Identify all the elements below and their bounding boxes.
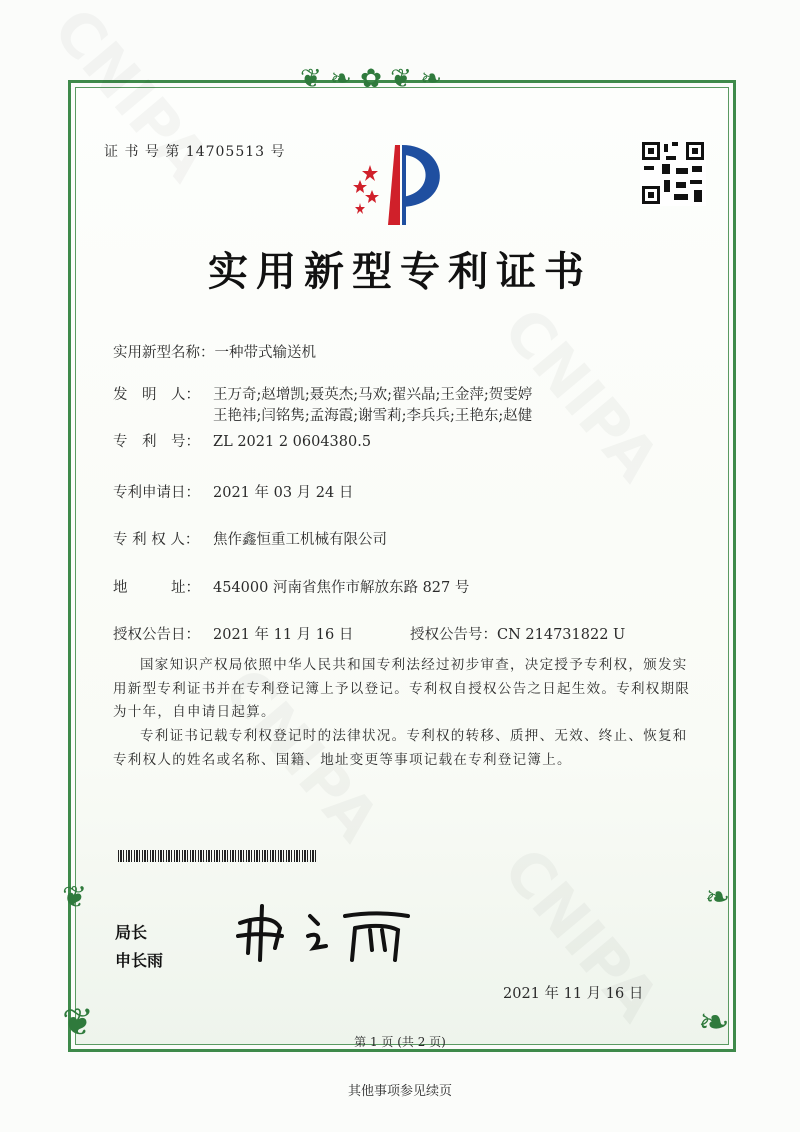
field-label: 专 利 权 人： <box>113 532 200 548</box>
corner-ornament-icon: ❧ <box>698 1000 730 1044</box>
field-label: 专 利 号： <box>113 434 200 450</box>
side-ornament-icon: ❧ <box>705 880 731 915</box>
page-indicator: 第 1 页 (共 2 页) <box>354 1035 446 1049</box>
field-value: 2021 年 11 月 16 日 <box>213 627 354 643</box>
signature-image <box>230 898 415 968</box>
field-value: 焦作鑫恒重工机械有限公司 <box>213 532 387 548</box>
corner-ornament-icon: ❦ <box>62 1000 94 1044</box>
top-ornament-icon: ❦ ❧ ✿ ❦ ❧ <box>300 64 442 94</box>
field-value: CN 214731822 U <box>497 627 626 643</box>
field-utility-model-name <box>113 341 316 362</box>
field-label: 地 址： <box>113 580 200 596</box>
paragraph-legal-status: 专利证书记载专利权登记时的法律状况。专利权的转移、质押、无效、终止、恢复和专利权人的姓名或名称、国籍、地址变更等事项记载在专利登记簿上。 <box>113 728 688 768</box>
paragraph-grant-statement: 国家知识产权局依照中华人民共和国专利法经过初步审查，决定授予专利权，颁发实用新型专利证书并在专利登记簿上予以登记。专利权自授权公告之日起生效。专利权期限为十年，自申请日起算。 <box>113 657 691 720</box>
field-patent-number <box>113 430 371 451</box>
field-label: 授权公告日： <box>113 627 200 643</box>
field-label: 实用新型名称： <box>113 345 215 361</box>
field-grant-number <box>410 623 625 644</box>
signatory-name: 申长雨 <box>115 951 164 970</box>
issue-date: 2021 年 11 月 16 日 <box>503 986 644 1002</box>
certificate-title: 实用新型专利证书 <box>208 249 592 295</box>
field-value: 王万奇;赵增凯;聂英杰;马欢;翟兴晶;王金萍;贺雯婷 <box>213 387 533 403</box>
footer-note: 其他事项参见续页 <box>347 1084 452 1099</box>
field-label: 发 明 人： <box>113 387 200 403</box>
field-application-date <box>113 481 353 502</box>
field-value: 一种带式输送机 <box>214 345 316 361</box>
certificate-number: 证 书 号 第 14705513 号 <box>104 144 286 160</box>
field-value: 2021 年 03 月 24 日 <box>213 485 354 501</box>
field-address <box>113 576 469 597</box>
signatory-title: 局长 <box>115 923 148 942</box>
qr-code-icon <box>640 140 706 206</box>
field-inventors-line2: 王艳祎;闫铭隽;孟海霞;谢雪莉;李兵兵;王艳东;赵健 <box>213 408 533 424</box>
field-patentee <box>113 528 387 549</box>
field-label: 专利申请日： <box>113 485 200 501</box>
field-inventors <box>113 383 532 404</box>
cnipa-logo-icon <box>340 135 465 230</box>
field-value: ZL 2021 2 0604380.5 <box>213 434 372 450</box>
field-value: 454000 河南省焦作市解放东路 827 号 <box>213 580 470 596</box>
side-ornament-icon: ❦ <box>62 880 88 915</box>
field-grant-date <box>113 623 353 644</box>
barcode <box>118 850 318 862</box>
field-label: 授权公告号： <box>410 627 497 643</box>
